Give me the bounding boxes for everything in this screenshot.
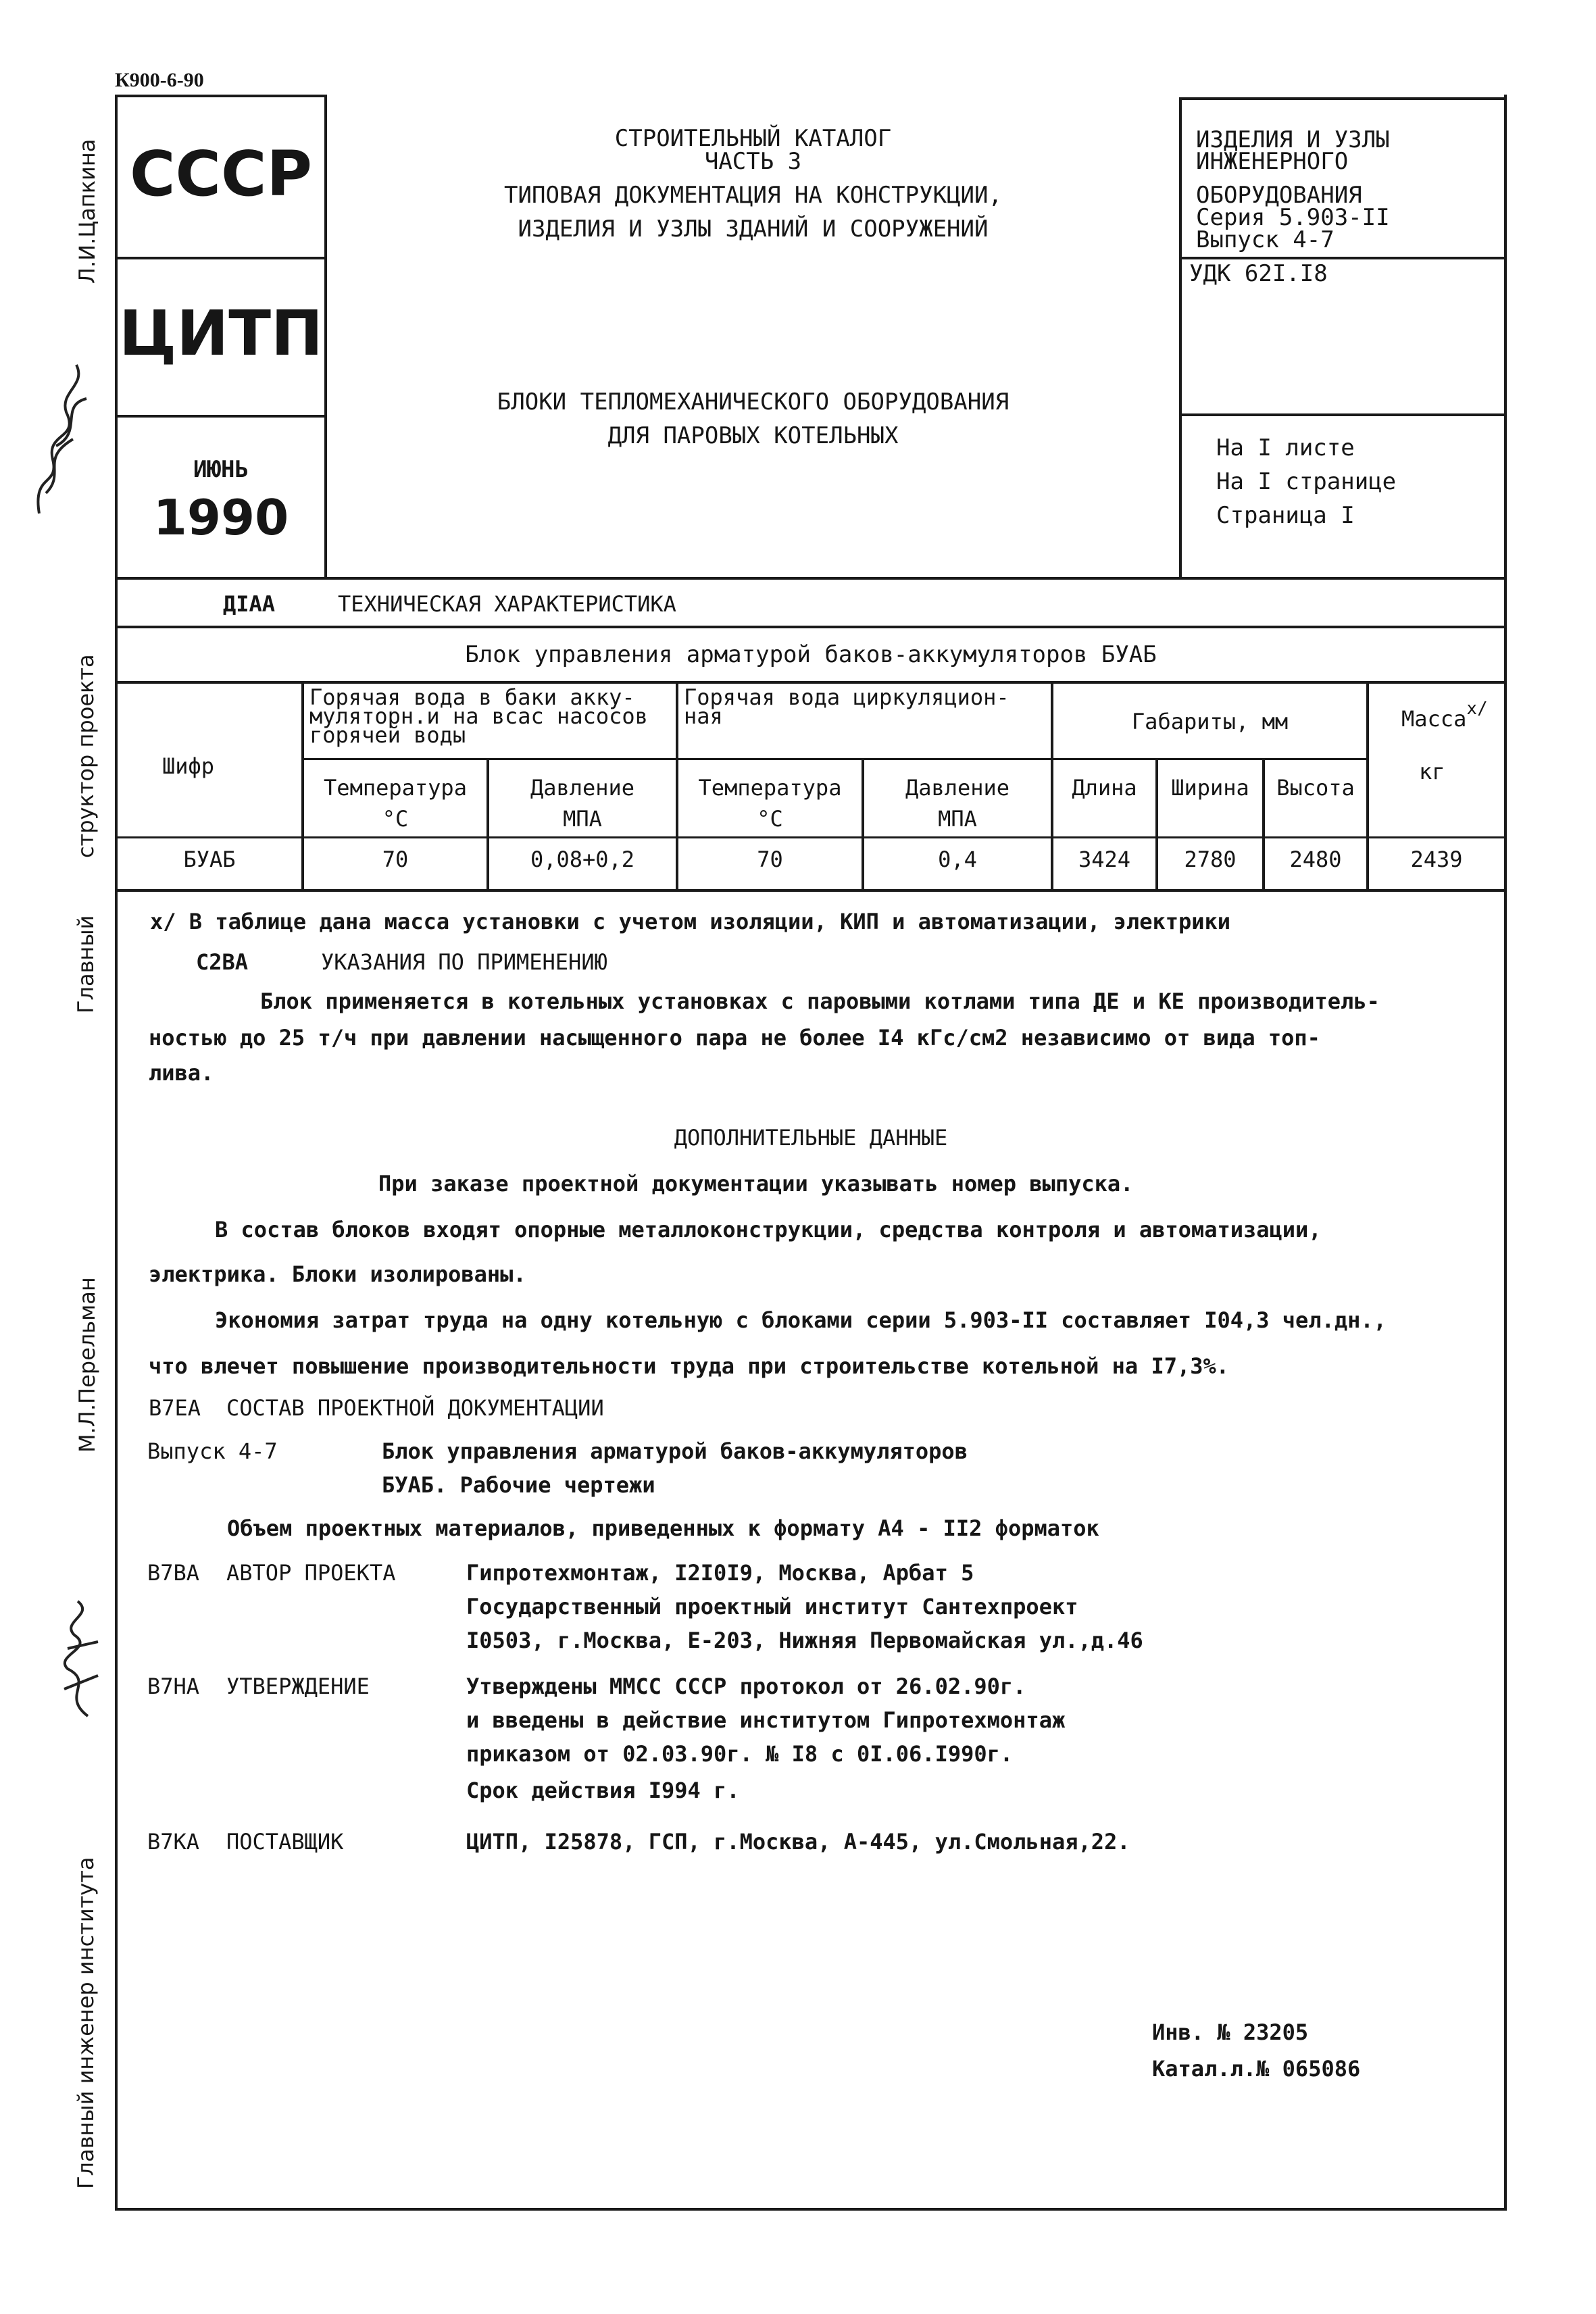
series: Серия 5.903-II — [1196, 204, 1390, 231]
cipher-header: Шифр — [162, 753, 215, 779]
row-temp2: 70 — [757, 847, 783, 872]
usage-line2: ностью до 25 т/ч при давлении насыщенного пара не более I4 кГс/см2 независимо от вида топ- — [149, 1025, 1320, 1051]
additional-line2: В состав блоков входят опорные металлоконструкции, средства контроля и автоматизации, — [215, 1217, 1322, 1242]
additional-line5: что влечет повышение производительности труда при строительстве котельной на I7,3%. — [149, 1353, 1230, 1379]
composition-volume: Объем проектных материалов, приведенных к формату А4 - II2 форматок — [227, 1515, 1099, 1541]
author-line1: Гипротехмонтаж, I2I0I9, Москва, Арбат 5 — [466, 1560, 974, 1586]
frame-bottom — [115, 2208, 1507, 2211]
udk: УДК 62I.I8 — [1189, 260, 1328, 287]
row-cipher: БУАБ — [183, 847, 236, 872]
margin-role-structure: структор проекта — [73, 654, 99, 858]
row-press2: 0,4 — [938, 847, 977, 872]
issue: Выпуск 4-7 — [1196, 226, 1335, 253]
author-label: АВТОР ПРОЕКТА — [226, 1560, 396, 1586]
usage-code: С2ВА — [196, 949, 249, 975]
press1-unit: МПА — [563, 806, 602, 832]
usage-heading: УКАЗАНИЯ ПО ПРИМЕНЕНИЮ — [321, 949, 607, 975]
year: 1990 — [153, 489, 289, 546]
press2-header: Давление — [905, 775, 1010, 801]
sheet-count: На I листе — [1216, 434, 1355, 461]
temp2-unit: °С — [757, 806, 783, 832]
length-header: Длина — [1072, 775, 1137, 801]
approval-code: В7НА — [147, 1674, 200, 1699]
document-title-line1: БЛОКИ ТЕПЛОМЕХАНИЧЕСКОГО ОБОРУДОВАНИЯ — [497, 388, 1009, 416]
stamp-code: К900-6-90 — [115, 69, 204, 91]
catalog-line3: ТИПОВАЯ ДОКУМЕНТАЦИЯ НА КОНСТРУКЦИИ, — [504, 182, 1002, 209]
category-line3: ОБОРУДОВАНИЯ — [1196, 182, 1362, 209]
margin-role-chief-engineer: Главный инженер института — [73, 1857, 99, 2189]
hot-water-circulation-line1: Горячая вода циркуляцион- — [684, 684, 1009, 710]
mass-header: Масса$^{x/}$ — [1401, 699, 1488, 732]
catalog-line1: СТРОИТЕЛЬНЫЙ КАТАЛОГ — [614, 125, 892, 152]
approval-line4: Срок действия I994 г. — [466, 1778, 740, 1803]
temp2-header: Температура — [698, 775, 842, 801]
author-line2: Государственный проектный институт Сантехпроект — [466, 1594, 1078, 1619]
dimensions-header: Габариты, мм — [1131, 709, 1289, 734]
frame-right — [1504, 95, 1507, 2209]
hot-water-tanks-line1: Горячая вода в баки акку- — [309, 684, 635, 710]
row-mass: 2439 — [1410, 847, 1463, 872]
additional-heading: ДОПОЛНИТЕЛЬНЫЕ ДАННЫЕ — [674, 1125, 948, 1151]
height-header: Высота — [1276, 775, 1355, 801]
tech-code: ДIАА — [223, 591, 276, 617]
author-code: В7ВА — [147, 1560, 200, 1586]
approval-line3: приказом от 02.03.90г. № I8 с 0I.06.I990г. — [466, 1741, 1014, 1767]
header-divider-right — [1179, 97, 1182, 580]
composition-issue-line1: Блок управления арматурой баков-аккумуляторов — [382, 1438, 968, 1464]
composition-code: В7ЕА — [149, 1395, 201, 1421]
usage-line3: лива. — [149, 1060, 214, 1086]
document-title-line2: ДЛЯ ПАРОВЫХ КОТЕЛЬНЫХ — [607, 422, 899, 449]
row-length: 3424 — [1078, 847, 1131, 872]
page-count: На I странице — [1216, 468, 1397, 495]
supplier-label: ПОСТАВЩИК — [226, 1829, 344, 1855]
supplier-line1: ЦИТП, I25878, ГСП, г.Москва, А-445, ул.Смольная,22. — [466, 1829, 1130, 1855]
row-height: 2480 — [1289, 847, 1342, 872]
temp1-header: Температура — [324, 775, 467, 801]
inventory-number: Инв. № 23205 — [1152, 2019, 1309, 2045]
additional-line3: электрика. Блоки изолированы. — [149, 1261, 526, 1287]
margin-role-chief: Главный — [73, 915, 99, 1013]
signature-1 — [19, 324, 100, 527]
approval-line2: и введены в действие институтом Гипротехмонтаж — [466, 1707, 1066, 1733]
approval-line1: Утверждены ММСС СССР протокол от 26.02.90г. — [466, 1674, 1026, 1699]
margin-name-perelman: М.Л.Перельман — [74, 1277, 100, 1453]
row-press1: 0,08+0,2 — [530, 847, 635, 872]
additional-line4: Экономия затрат труда на одну котельную с блоками серии 5.903-II составляет I04,3 чел.дн., — [215, 1307, 1387, 1333]
org-ussr: СССР — [130, 138, 312, 210]
additional-line1: При заказе проектной документации указывать номер выпуска. — [378, 1171, 1134, 1197]
approval-label: УТВЕРЖДЕНИЕ — [226, 1674, 370, 1699]
table-footnote: х/ В таблице дана масса установки с учетом изоляции, КИП и автоматизации, электрики — [150, 909, 1231, 934]
table-title: Блок управления арматурой баков-аккумуляторов БУАБ — [465, 641, 1157, 668]
hot-water-tanks-line2: муляторн.и на всас насосов — [309, 703, 648, 729]
composition-issue-line2: БУАБ. Рабочие чертежи — [382, 1472, 655, 1498]
row-temp1: 70 — [382, 847, 409, 872]
page-number: Страница I — [1216, 502, 1355, 529]
author-line3: I0503, г.Москва, Е-203, Нижняя Первомайская ул.,д.46 — [466, 1628, 1143, 1653]
catalog-sheet-number: Катал.л.№ 065086 — [1152, 2056, 1361, 2082]
row-width: 2780 — [1184, 847, 1237, 872]
org-citp: ЦИТП — [118, 297, 324, 370]
hot-water-circulation-line2: ная — [684, 703, 723, 729]
category-line2: ИНЖЕНЕРНОГО — [1196, 148, 1349, 175]
supplier-code: В7КА — [147, 1829, 200, 1855]
temp1-unit: °С — [382, 806, 409, 832]
margin-name-tsapkina: Л.И.Цапкина — [74, 139, 100, 284]
width-header: Ширина — [1171, 775, 1249, 801]
mass-unit: кг — [1419, 759, 1445, 784]
composition-heading: СОСТАВ ПРОЕКТНОЙ ДОКУМЕНТАЦИИ — [226, 1395, 604, 1421]
mass-footnote-mark: x/ — [1466, 699, 1488, 719]
catalog-line4: ИЗДЕЛИЯ И УЗЛЫ ЗДАНИЙ И СООРУЖЕНИЙ — [518, 216, 989, 243]
category-line1: ИЗДЕЛИЯ И УЗЛЫ — [1196, 126, 1390, 153]
tech-heading: ТЕХНИЧЕСКАЯ ХАРАКТЕРИСТИКА — [338, 591, 676, 617]
catalog-line2: ЧАСТЬ 3 — [704, 148, 802, 175]
frame-left — [115, 95, 118, 2209]
press1-header: Давление — [530, 775, 635, 801]
composition-issue-label: Выпуск 4-7 — [147, 1438, 278, 1464]
hot-water-tanks-line3: горячей воды — [309, 722, 466, 748]
usage-line1: Блок применяется в котельных установках с паровыми котлами типа ДЕ и КЕ производитель- — [260, 988, 1380, 1014]
signature-2 — [47, 1574, 108, 1723]
press2-unit: МПА — [938, 806, 977, 832]
month: ИЮНЬ — [193, 456, 249, 483]
